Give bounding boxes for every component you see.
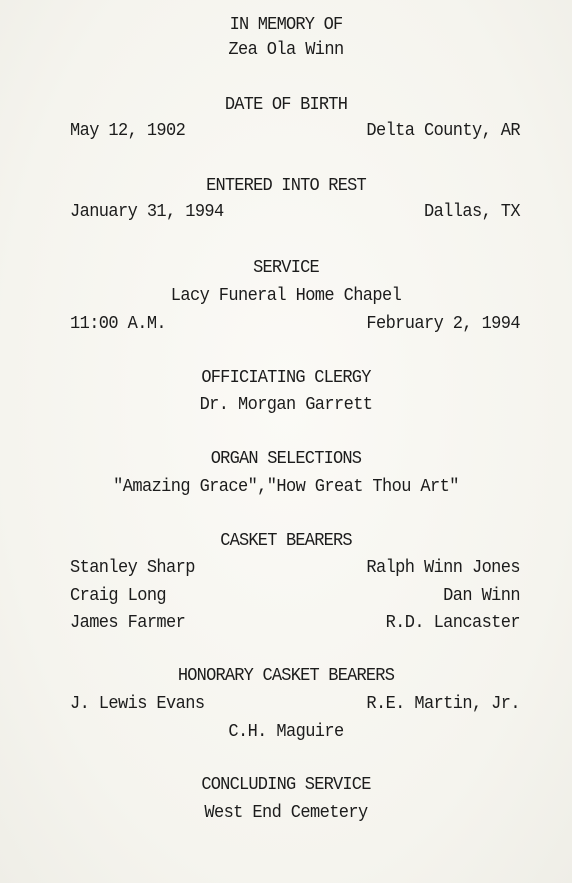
honorary-heading: HONORARY CASKET BEARERS bbox=[177, 666, 395, 687]
concluding-heading: CONCLUDING SERVICE bbox=[201, 775, 371, 796]
honorary-bearer-right: R.E. Martin, Jr. bbox=[366, 694, 520, 715]
casket-bearer-left: Stanley Sharp bbox=[70, 558, 195, 579]
service-date: February 2, 1994 bbox=[366, 314, 520, 335]
rest-date: January 31, 1994 bbox=[70, 202, 224, 223]
casket-bearer-left: James Farmer bbox=[70, 613, 186, 634]
memory-heading: IN MEMORY OF bbox=[229, 15, 343, 36]
honorary-bearer-center: C.H. Maguire bbox=[228, 722, 344, 743]
rest-place: Dallas, TX bbox=[423, 202, 520, 223]
birth-place: Delta County, AR bbox=[366, 121, 520, 142]
casket-bearer-right: Dan Winn bbox=[443, 586, 520, 607]
casket-bearers-heading: CASKET BEARERS bbox=[220, 531, 352, 552]
deceased-name: Zea Ola Winn bbox=[228, 40, 344, 61]
casket-bearer-right: Ralph Winn Jones bbox=[366, 558, 520, 579]
honorary-bearer-left: J. Lewis Evans bbox=[70, 694, 205, 715]
clergy-name: Dr. Morgan Garrett bbox=[199, 395, 373, 416]
service-heading: SERVICE bbox=[253, 258, 319, 279]
rest-heading: ENTERED INTO REST bbox=[206, 176, 366, 197]
birth-heading: DATE OF BIRTH bbox=[224, 95, 348, 116]
casket-bearer-right: R.D. Lancaster bbox=[385, 613, 520, 634]
clergy-heading: OFFICIATING CLERGY bbox=[201, 368, 371, 389]
casket-bearer-left: Craig Long bbox=[70, 586, 167, 607]
birth-date: May 12, 1902 bbox=[70, 121, 186, 142]
service-location: Lacy Funeral Home Chapel bbox=[170, 286, 402, 307]
concluding-location: West End Cemetery bbox=[204, 803, 368, 824]
service-time: 11:00 A.M. bbox=[70, 314, 167, 335]
organ-selections: "Amazing Grace","How Great Thou Art" bbox=[113, 477, 459, 498]
organ-heading: ORGAN SELECTIONS bbox=[210, 449, 362, 470]
